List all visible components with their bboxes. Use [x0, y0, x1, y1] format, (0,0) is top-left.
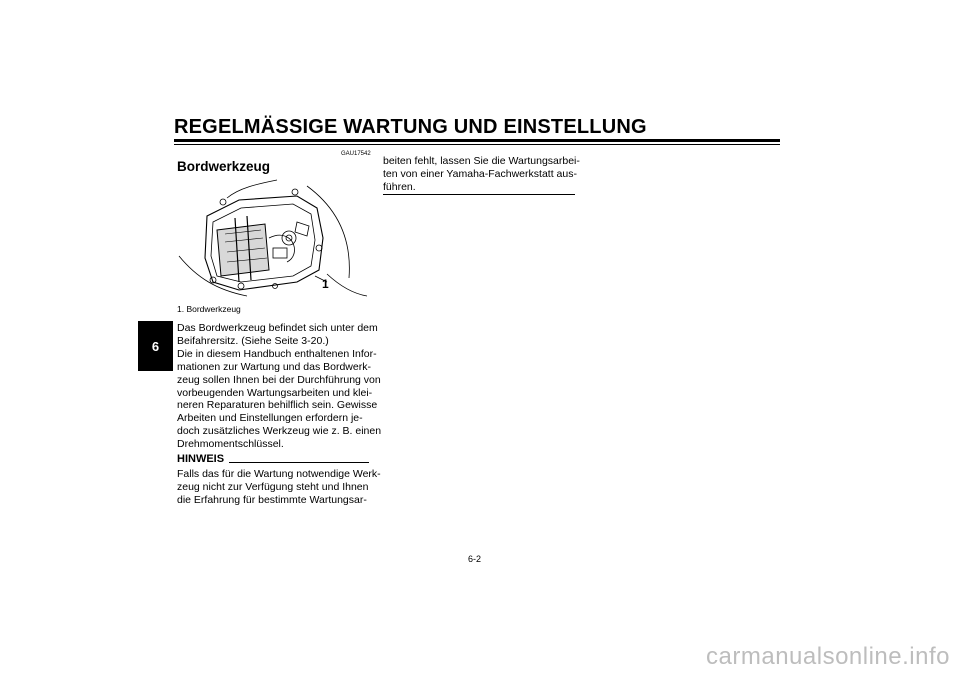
section-ref-code: GAU17542 — [341, 151, 371, 157]
note-line: beiten fehlt, lassen Sie die Wartungsarbei- — [383, 155, 580, 167]
body-line: Die in diesem Handbuch enthaltenen Infor- — [177, 347, 377, 360]
toolkit-illustration — [177, 178, 370, 300]
body-line: Arbeiten und Einstellungen erfordern je- — [177, 412, 363, 425]
body-line: doch zusätzliches Werkzeug wie z. B. einen — [177, 425, 382, 438]
note-line: die Erfahrung für bestimmte Wartungsar- — [177, 493, 367, 506]
body-paragraph — [177, 322, 382, 451]
toolkit-figure — [177, 178, 370, 300]
section-title: Bordwerkzeug — [177, 159, 271, 174]
note-text — [177, 468, 381, 507]
page-header-title: REGELMÄSSIGE WARTUNG UND EINSTELLUNG — [174, 116, 647, 138]
body-line: Beifahrersitz. (Siehe Seite 3-20.) — [177, 334, 329, 347]
note-heading: HINWEIS — [177, 453, 225, 465]
body-line: zeug sollen Ihnen bei der Durchführung von — [177, 373, 381, 386]
header-rule-thin — [174, 144, 780, 145]
note-line: zeug nicht zur Verfügung steht und Ihnen — [177, 480, 369, 493]
figure-callout-1: 1 — [322, 277, 329, 291]
watermark: carmanualsonline.info — [706, 643, 950, 670]
note-rule-end — [383, 194, 575, 195]
body-line: neren Reparaturen behilflich sein. Gewisse — [177, 399, 378, 412]
note-rule-top — [229, 462, 369, 463]
body-line: mationen zur Wartung und das Bordwerk- — [177, 360, 371, 373]
note-line: ten von einer Yamaha-Fachwerkstatt aus- — [383, 167, 577, 180]
note-line: führen. — [383, 180, 416, 193]
chapter-tab: 6 — [138, 321, 173, 371]
body-line: vorbeugenden Wartungsarbeiten und klei- — [177, 386, 373, 399]
body-line: Drehmomentschlüssel. — [177, 438, 284, 451]
body-line: Das Bordwerkzeug befindet sich unter dem — [177, 322, 378, 334]
note-text-continued — [383, 155, 580, 194]
header-rule-thick — [174, 139, 780, 142]
figure-caption: 1. Bordwerkzeug — [177, 304, 241, 314]
page-number: 6-2 — [468, 554, 482, 564]
note-line: Falls das für die Wartung notwendige Werk- — [177, 468, 381, 480]
